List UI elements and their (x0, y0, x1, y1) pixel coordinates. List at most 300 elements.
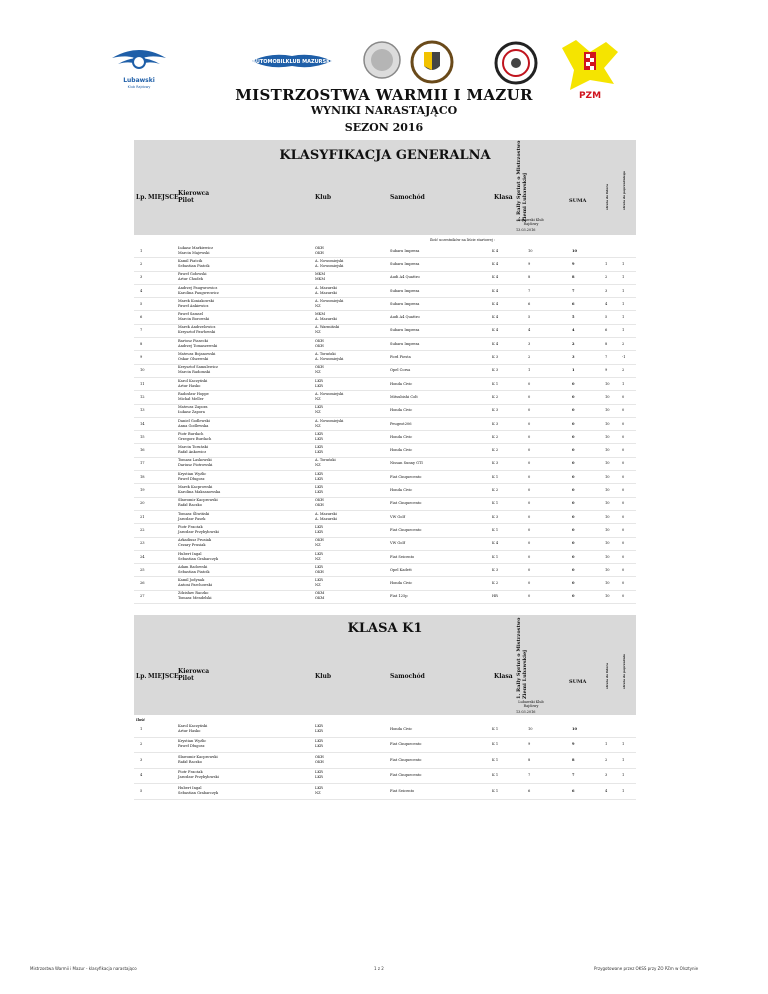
row-points: 0 (528, 448, 531, 453)
row-pilot: Krzysztof Pawłowski (178, 330, 216, 335)
row-car: Honda Civic (390, 726, 413, 731)
circle-emblem-logo (362, 40, 402, 80)
row-pilot: Marcin Majewski (178, 250, 210, 255)
row-gap-prev: 0 (622, 434, 625, 439)
row-lp: 10 (140, 368, 145, 373)
row-points: 8 (528, 275, 531, 280)
row-pilot: Andrzej Tomaszewski (178, 343, 218, 348)
row-club: OKH (315, 365, 324, 370)
row-gap-prev: 0 (622, 541, 625, 546)
row-sum: 0 (572, 541, 575, 546)
row-club-2: NZ (315, 370, 321, 375)
row-class: K 4 (492, 328, 499, 333)
row-club-2: LKR (315, 476, 323, 481)
row-lp: 4 (140, 288, 143, 293)
row-club: LKR (315, 471, 323, 476)
table-row (134, 737, 636, 754)
row-sum: 0 (572, 434, 575, 439)
col-klub: Klub (315, 194, 332, 201)
svg-text:Lubawski: Lubawski (123, 77, 155, 84)
row-gap-leader: 10 (605, 594, 610, 599)
row-class: K 3 (492, 567, 499, 572)
row-club: OKM (315, 591, 325, 596)
row-sum: 6 (572, 301, 575, 306)
row-pilot: Paweł Ankiewicz (178, 303, 209, 308)
table-row (134, 311, 636, 325)
row-club-2: LKR (315, 744, 323, 749)
k1-classification-section (134, 615, 636, 885)
row-gap-prev: 0 (622, 474, 625, 479)
row-club-2: NZ (315, 423, 321, 428)
row-class: K 4 (492, 275, 499, 280)
row-gap-prev: -1 (622, 355, 626, 360)
row-points: 0 (528, 541, 531, 546)
row-club-2: OKH (315, 250, 324, 255)
table-row (134, 417, 636, 431)
row-car: VW Golf (390, 514, 405, 519)
row-gap-prev: 1 (622, 275, 625, 280)
k1-starters-note: Ilość (136, 718, 146, 722)
row-gap-leader: 10 (605, 527, 610, 532)
row-gap-leader: 3 (605, 288, 608, 293)
row-pilot: Rafał Raczko (178, 759, 202, 764)
row-club: LKR (315, 723, 323, 728)
row-car: Fiat Cinquecento (390, 742, 422, 747)
row-club-2: NZ (315, 396, 321, 401)
row-sum: 0 (572, 448, 575, 453)
row-club-2: A. Mazurski (315, 516, 337, 521)
row-club-2: MKM (315, 277, 326, 282)
row-sum: 1 (572, 368, 575, 373)
row-club-2: OKM (315, 596, 325, 601)
row-points: 4 (528, 328, 531, 333)
row-driver: Paweł Gołowski (178, 272, 207, 277)
row-driver: Marek Koniakowski (178, 298, 214, 303)
row-lp: 1 (140, 248, 143, 253)
row-car: Fiat Cinquecento (390, 757, 422, 762)
row-club: LKR (315, 524, 323, 529)
row-club: A. Toruński (315, 458, 336, 463)
row-gap-leader: 10 (605, 421, 610, 426)
row-pilot: Anna Godlewska (178, 423, 209, 428)
row-car: Mitsubishi Colt (390, 394, 418, 399)
row-club: LKR (315, 485, 323, 490)
row-car: Ford Fiesta (390, 355, 411, 360)
row-club-2: A. Mazurski (315, 290, 337, 295)
row-club-2: A. Nowomiejski (315, 357, 344, 362)
row-points: 9 (528, 742, 531, 747)
row-gap-leader: 10 (605, 408, 610, 413)
row-gap-leader: 10 (605, 488, 610, 493)
k1-title: KLASA K1 (347, 621, 423, 636)
row-gap-prev: 0 (622, 594, 625, 599)
row-points: 0 (528, 394, 531, 399)
row-club: LKR (315, 551, 323, 556)
row-club: LKR (315, 739, 323, 744)
row-gap-leader: 1 (605, 742, 608, 747)
row-pilot: Sebastian Grabarczyk (178, 790, 219, 795)
row-sum: 0 (572, 408, 575, 413)
row-gap-prev: 0 (622, 514, 625, 519)
col-lp: Lp. (136, 194, 147, 201)
row-club: LKR (315, 405, 323, 410)
row-sum: 0 (572, 594, 575, 599)
row-gap-prev: 0 (622, 408, 625, 413)
row-points: 5 (528, 315, 531, 320)
row-driver: Krystian Wyżlic (178, 739, 207, 744)
col-kierowca: Kierowca (178, 190, 210, 197)
row-pilot: Antoni Parchowski (178, 583, 212, 588)
starters-note: Ilość uczestników na liście startowej : (430, 238, 496, 242)
row-gap-prev: 0 (622, 581, 625, 586)
row-lp: 25 (140, 567, 145, 572)
row-driver: Karol Kaczyński (178, 378, 208, 383)
row-sum: 0 (572, 501, 575, 506)
row-driver: Marek Kacprowski (178, 485, 213, 490)
row-points: 0 (528, 581, 531, 586)
event-org: Lubawski Klub Rajdowy (518, 218, 544, 226)
row-lp: 27 (140, 594, 145, 599)
svg-text:Klub Rajdowy: Klub Rajdowy (127, 85, 151, 89)
svg-text:PZM: PZM (578, 91, 602, 101)
row-car: Subaru Impreza (390, 328, 420, 333)
row-sum: 8 (572, 275, 575, 280)
row-lp: 21 (140, 514, 145, 519)
k1-col-strata-poprzedni: strata do poprzednio (622, 654, 626, 689)
row-class: HR (492, 594, 498, 599)
row-gap-prev: 0 (622, 501, 625, 506)
row-class: K 4 (492, 248, 499, 253)
row-lp: 5 (140, 788, 143, 793)
row-lp: 11 (140, 381, 145, 386)
row-club: A. Toruński (315, 352, 336, 357)
row-gap-prev: 1 (622, 301, 625, 306)
k1-col-klub: Klub (315, 673, 332, 680)
row-club-2: NZ (315, 463, 321, 468)
row-gap-prev: 2 (622, 368, 625, 373)
row-points: 0 (528, 474, 531, 479)
table-row (134, 350, 636, 364)
row-club: LKR (315, 564, 323, 569)
k1-col-suma: SUMA (569, 679, 587, 685)
season-label: SEZON 2016 (344, 121, 424, 134)
row-car: Honda Civic (390, 434, 413, 439)
row-gap-prev: 1 (622, 328, 625, 333)
row-gap-prev: 1 (622, 788, 625, 793)
row-car: Opel Kadett (390, 567, 412, 572)
row-pilot: Artur Hasko (178, 728, 201, 733)
row-gap-prev: 1 (622, 261, 625, 266)
row-club: LKR (315, 578, 323, 583)
table-row (134, 510, 636, 524)
row-club-2: OKH (315, 569, 324, 574)
row-sum: 0 (572, 554, 575, 559)
row-pilot: Artur Chudek (178, 277, 203, 282)
row-gap-leader: 10 (605, 514, 610, 519)
row-points: 0 (528, 381, 531, 386)
row-sum: 0 (572, 527, 575, 532)
row-car: Subaru Impreza (390, 288, 420, 293)
row-gap-leader: 10 (605, 448, 610, 453)
table-row (134, 337, 636, 351)
row-points: 2 (528, 355, 531, 360)
row-pilot: Grzegorz Burdach (178, 436, 212, 441)
row-gap-leader: 2 (605, 757, 608, 762)
row-club-2: NZ (315, 543, 321, 548)
row-club: OKH (315, 338, 324, 343)
row-lp: 15 (140, 434, 145, 439)
row-driver: Marek Andrzelowicz (178, 325, 216, 330)
row-club: LKR (315, 770, 323, 775)
row-gap-prev: 1 (622, 288, 625, 293)
row-lp: 1 (140, 726, 143, 731)
row-gap-leader: 7 (605, 355, 608, 360)
row-lp: 12 (140, 394, 145, 399)
row-driver: Andrzej Paugwrowicz (178, 285, 218, 290)
row-lp: 7 (140, 328, 143, 333)
k1-col-kierowca: Kierowca (178, 668, 210, 675)
row-driver: Hubert Ingal (178, 785, 202, 790)
k1-col-strata-lidera: strata do lidera (605, 663, 609, 689)
row-club: LKR (315, 378, 323, 383)
row-class: K 1 (492, 527, 499, 532)
row-car: Nissan Sunny GTI (390, 461, 423, 466)
row-lp: 26 (140, 581, 145, 586)
row-gap-prev: 0 (622, 527, 625, 532)
col-suma: SUMA (569, 198, 587, 204)
row-driver: Paweł Samsel (178, 312, 204, 317)
row-pilot: Jarosław Pasek (178, 516, 206, 521)
row-driver: Tomasz Śliwiński (178, 511, 210, 516)
row-club: A. Nowomiejski (315, 418, 344, 423)
table-row (134, 297, 636, 311)
row-gap-leader: 8 (605, 341, 608, 346)
row-lp: 14 (140, 421, 145, 426)
k1-col-lp: Lp. (136, 673, 147, 680)
row-lp: 4 (140, 773, 143, 778)
col-event-rotated: 1. Rally Sprint o Mistrzostwo Ziemi Lubawskiej (516, 140, 528, 222)
row-class: K 4 (492, 341, 499, 346)
row-class: K 2 (492, 488, 499, 493)
k1-event-date: 13.03.2016 (516, 710, 536, 714)
row-pilot: Dariusz Piotrowski (178, 463, 213, 468)
row-driver: Piotr Fracżak (178, 770, 203, 775)
row-sum: 10 (572, 248, 578, 253)
row-driver: Tomasz Laskowski (178, 458, 212, 463)
row-lp: 3 (140, 275, 143, 280)
row-club-2: LKR (315, 436, 323, 441)
row-gap-prev: 0 (622, 421, 625, 426)
row-car: Audi A4 Quattro (390, 275, 420, 280)
col-miejsce: MIEJSCE (148, 194, 179, 201)
table-row (134, 284, 636, 298)
k1-event-org: Lubawski Klub Rajdowy (518, 700, 544, 708)
k1-col-event-rotated: 1. Rally Sprint o Mistrzostwo Ziemi Lubawskiej (516, 617, 528, 699)
row-car: Fiat Cinquecento (390, 474, 422, 479)
row-club: MKM (315, 272, 326, 277)
row-lp: 24 (140, 554, 145, 559)
row-points: 7 (528, 288, 531, 293)
row-driver: Piotr Fracżak (178, 524, 203, 529)
row-lp: 13 (140, 408, 145, 413)
row-club-2: NZ (315, 410, 321, 415)
row-lp: 23 (140, 541, 145, 546)
row-driver: Mateusz Zapora (178, 405, 208, 410)
row-car: Honda Civic (390, 488, 413, 493)
row-driver: Hubert Ingal (178, 551, 202, 556)
row-pilot: Łukasz Zapora (178, 410, 205, 415)
row-class: K 1 (492, 788, 499, 793)
table-row (134, 783, 636, 800)
row-gap-leader: 9 (605, 368, 608, 373)
row-car: Opel Corsa (390, 368, 411, 373)
row-driver: Bartosz Piasecki (178, 338, 209, 343)
row-points: 0 (528, 594, 531, 599)
row-club: A. Nowomiejski (315, 258, 344, 263)
row-sum: 0 (572, 581, 575, 586)
table-row (134, 497, 636, 511)
automobilklub-mazurski-logo (250, 50, 334, 72)
row-gap-leader: 2 (605, 275, 608, 280)
row-pilot: Sebastian Grabarczyk (178, 556, 219, 561)
row-gap-leader: 10 (605, 461, 610, 466)
row-club-2: LKR (315, 490, 323, 495)
row-sum: 9 (572, 261, 575, 266)
row-club: OKH (315, 538, 324, 543)
row-club: OKH (315, 245, 324, 250)
row-class: K 1 (492, 742, 499, 747)
row-gap-prev: 0 (622, 554, 625, 559)
row-club-2: A. Nowomiejski (315, 263, 344, 268)
row-points: 6 (528, 301, 531, 306)
row-driver: Krystian Wyżlic (178, 471, 207, 476)
row-gap-leader: 3 (605, 773, 608, 778)
row-pilot: Sebastian Piatcik (178, 569, 210, 574)
row-lp: 2 (140, 742, 143, 747)
row-lp: 16 (140, 448, 145, 453)
row-driver: Karol Kaczyński (178, 723, 208, 728)
row-gap-leader: 1 (605, 261, 608, 266)
row-class: K 4 (492, 261, 499, 266)
row-class: K 2 (492, 434, 499, 439)
row-driver: Piotr Burdach (178, 431, 204, 436)
row-club-2: NZ (315, 790, 321, 795)
row-pilot: Artur Hasko (178, 383, 201, 388)
row-club: LKR (315, 445, 323, 450)
row-club: A. Warmiński (315, 325, 340, 330)
row-points: 3 (528, 341, 531, 346)
row-gap-prev: 0 (622, 394, 625, 399)
row-sum: 9 (572, 742, 575, 747)
row-car: Fiat Seicento (390, 554, 415, 559)
row-driver: Daniel Godlewski (178, 418, 210, 423)
round-club-logo (494, 41, 538, 85)
row-points: 9 (528, 261, 531, 266)
row-car: Fiat Cinquecento (390, 527, 422, 532)
k1-col-klasa: Klasa (494, 673, 513, 680)
row-gap-prev: 0 (622, 567, 625, 572)
row-club: LKR (315, 431, 323, 436)
row-sum: 7 (572, 773, 575, 778)
row-gap-prev: 1 (622, 773, 625, 778)
row-driver: Sławomir Kacprowski (178, 754, 218, 759)
row-club-2: OKH (315, 343, 324, 348)
row-class: K 2 (492, 581, 499, 586)
row-car: Subaru Impreza (390, 248, 420, 253)
row-lp: 17 (140, 461, 145, 466)
row-class: K 3 (492, 408, 499, 413)
row-club: A. Nowomiejski (315, 298, 344, 303)
row-gap-leader: 10 (605, 394, 610, 399)
row-gap-leader: 5 (605, 315, 608, 320)
row-driver: Kamil Piatcik (178, 258, 203, 263)
row-class: K 2 (492, 394, 499, 399)
row-points: 0 (528, 421, 531, 426)
row-sum: 7 (572, 288, 575, 293)
row-points: 0 (528, 461, 531, 466)
row-club-2: NZ (315, 556, 321, 561)
row-lp: 22 (140, 527, 145, 532)
table-row (134, 257, 636, 271)
row-sum: 0 (572, 514, 575, 519)
footer-page: 1 z 2 (374, 966, 384, 971)
col-strata-lidera: strata do lidera (605, 184, 609, 210)
row-car: Audi A4 Quattro (390, 315, 420, 320)
row-class: K 1 (492, 726, 499, 731)
row-club-2: LKR (315, 529, 323, 534)
row-car: Honda Civic (390, 381, 413, 386)
footer-right: Przygotowane przez OKSS przy ZO PZm w Olsztynie (594, 966, 699, 971)
row-pilot: Marcin Borowski (178, 317, 210, 322)
row-pilot: Sebastian Piatcik (178, 263, 210, 268)
row-points: 0 (528, 554, 531, 559)
row-gap-leader: 10 (605, 501, 610, 506)
event-date: 13.03.2016 (516, 228, 536, 232)
row-pilot: Jarosław Przybyłowski (178, 529, 219, 534)
col-strata-poprzedni: strata do poprzedniego (622, 171, 626, 210)
row-gap-leader: 10 (605, 554, 610, 559)
table-row (134, 590, 636, 604)
row-gap-prev: 0 (622, 488, 625, 493)
general-classification-section (134, 140, 636, 610)
table-row (134, 563, 636, 577)
row-driver: Zdzisław Raczko (178, 591, 209, 596)
row-lp: 3 (140, 757, 143, 762)
row-class: K 1 (492, 757, 499, 762)
table-row (134, 752, 636, 769)
row-lp: 19 (140, 488, 145, 493)
col-pilot: Pilot (178, 197, 194, 204)
svg-text:AUTOMOBILKLUB MAZURSKI: AUTOMOBILKLUB MAZURSKI (252, 59, 332, 65)
row-class: K 4 (492, 288, 499, 293)
row-club: MKM (315, 312, 326, 317)
row-points: 0 (528, 434, 531, 439)
row-points: 0 (528, 488, 531, 493)
row-car: Peugeot206 (390, 421, 412, 426)
row-class: K 4 (492, 301, 499, 306)
row-pilot: Cezary Prusiak (178, 543, 206, 548)
row-driver: Arkadiusz Prusiak (178, 538, 212, 543)
page-title: MISTRZOSTWA WARMII I MAZUR (235, 86, 533, 104)
row-gap-leader: 10 (605, 567, 610, 572)
row-pilot: Karolina Paugwrowicz (178, 290, 219, 295)
row-pilot: Karolina Maksanowska (178, 490, 221, 495)
row-sum: 0 (572, 488, 575, 493)
table-row (134, 404, 636, 418)
row-sum: 0 (572, 461, 575, 466)
col-klasa: Klasa (494, 194, 513, 201)
table-row (134, 523, 636, 537)
